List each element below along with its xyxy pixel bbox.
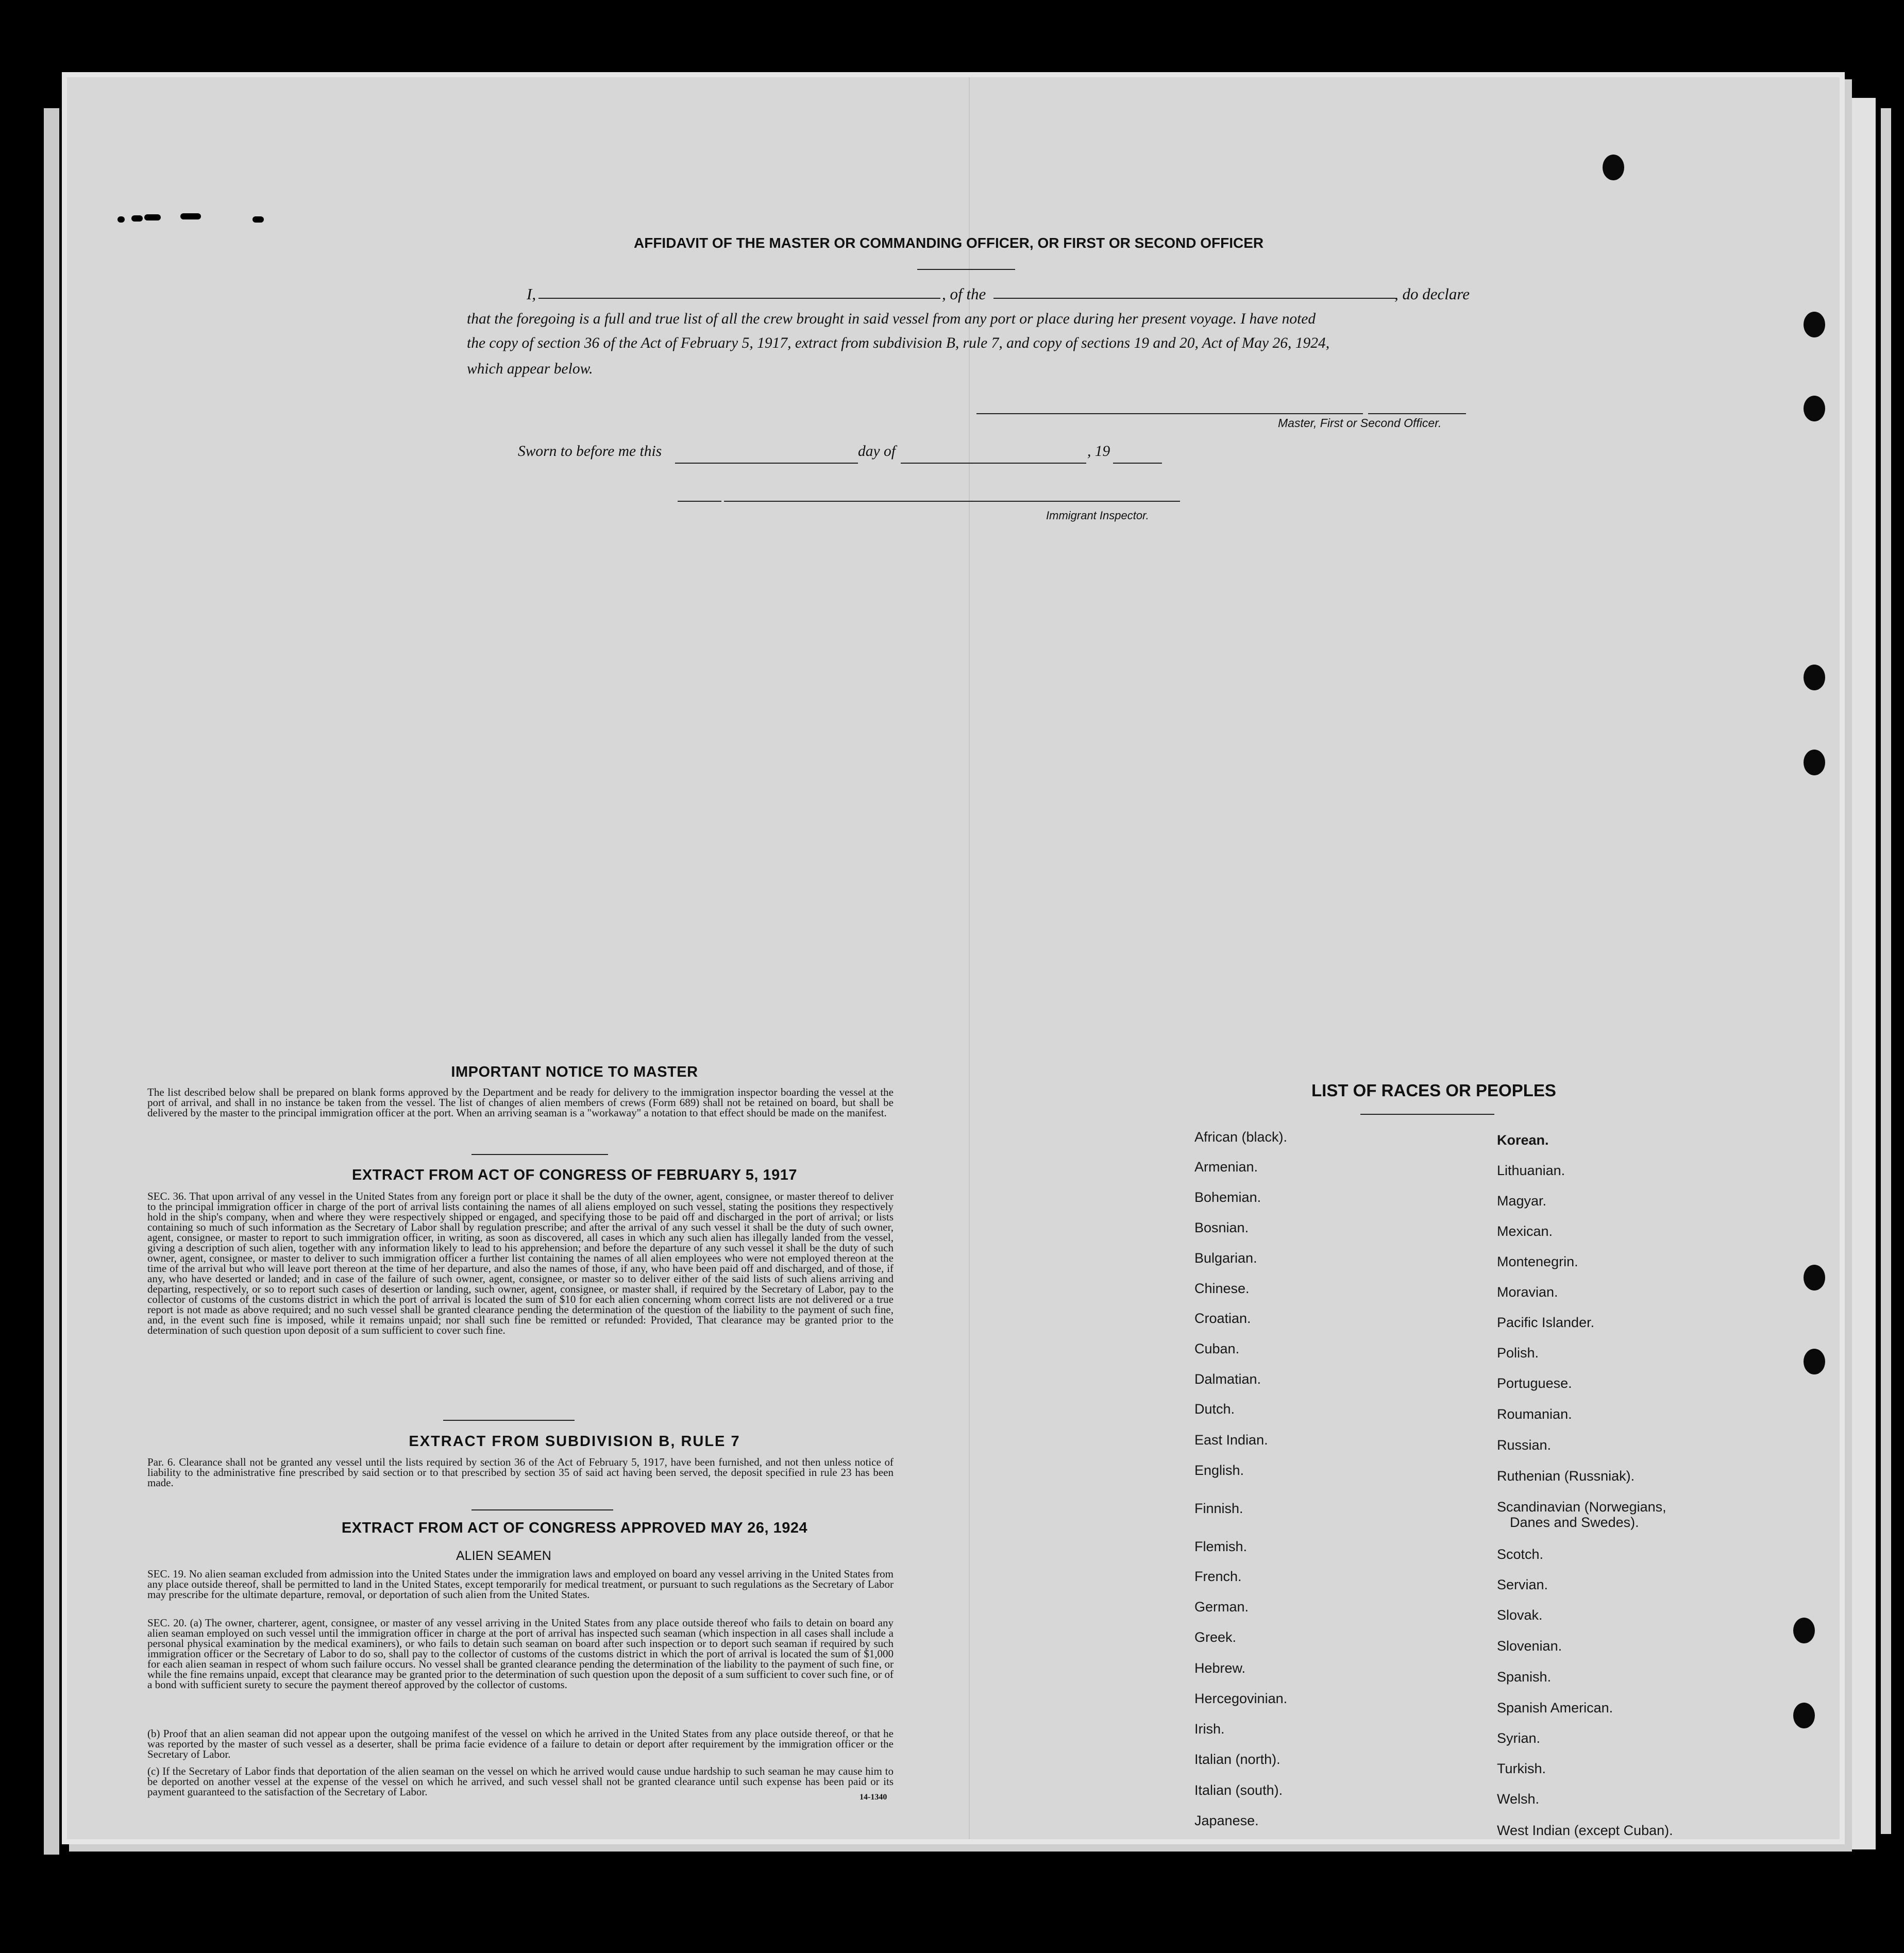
race-entry: West Indian (except Cuban). (1497, 1823, 1673, 1838)
affidavit-body-line-1: that the foregoing is a full and true list of all the crew brought in said vessel from any port or place during her present voyage. I have noted (467, 311, 1316, 327)
extract-1924-subtitle: ALIEN SEAMEN (456, 1549, 551, 1563)
inspector-signature-field[interactable] (724, 501, 1180, 502)
race-entry: Hercegovinian. (1194, 1691, 1288, 1706)
race-entry: Cuban. (1194, 1341, 1240, 1356)
notice-title: IMPORTANT NOTICE TO MASTER (451, 1064, 698, 1080)
extract-1917-text: SEC. 36. That upon arrival of any vessel in the United States from any foreign port or place it shall be the duty of the owner, agent, consignee, or master thereof to deliver to the principal immigration officer in charge of the port of arrival lists containing the names of all aliens employed on such vessel, stating the positions they respectively hold in the ship's company, when and where they were respectively shipped or engaged, and specifying those to be paid off and discharged in the port of arrival; or lists containing so much of such information as the Secretary of Labor shall by regulation prescribe; and after the arrival of any such vessel it shall be the duty of such owner, agent, consignee, or master to report to such immigration officer, in writing, as soon as discovered, all cases in which any such alien has illegally landed from the vessel, giving a description of such alien, together with any information likely to lead to his apprehension; and before the departure of any such vessel it shall be the duty of such owner, agent, consignee, or master to deliver to such immigration officer a further list containing the names of all alien employees who were not employed thereon at the time of the arrival but who will leave port thereon at the time of her departure, and also the names of those, if any, who have been paid off and discharged, and of those, if any, who have deserted or landed; and in case of the failure of such owner, agent, consignee, or master so to deliver either of the said lists of such aliens arriving and departing, respectively, or so to report such cases of desertion or landing, such owner, agent, consignee, or master shall, if required by the Secretary of Labor, pay to the collector of customs of the customs district in which the port of arrival is located the sum of $10 for each alien concerning whom correct lists are not delivered or a true report is not made as above required; and no such vessel shall be granted clearance pending the determination of the question of the liability to the payment of such fine, and, in the event such fine is imposed, while it remains unpaid; nor shall such fine be remitted or refunded: Provided, That clearance may be granted prior to the determination of such question upon deposit of a sum sufficient to cover such fine. (147, 1190, 894, 1336)
extract-1924-sec20b: (b) Proof that an alien seaman did not appear upon the outgoing manifest of the vessel on which he arrived in the United States from any place outside thereof, or that he was reported by the master of such vessel as a deserter, shall be prima facie evidence of a failure to detain or deport after requirement by the immigration officer or the Secretary of Labor. (147, 1727, 894, 1760)
race-entry: Russian. (1497, 1437, 1552, 1453)
race-entry: Roumanian. (1497, 1406, 1572, 1422)
race-entry: English. (1194, 1463, 1244, 1478)
race-entry: Welsh. (1497, 1791, 1540, 1807)
race-entry: Italian (north). (1194, 1752, 1280, 1767)
sworn-month-field[interactable] (901, 463, 1086, 464)
sworn-label: Sworn to before me this (518, 443, 662, 460)
inspector-signature-field-a[interactable] (678, 501, 721, 502)
master-caption: Master, First or Second Officer. (1278, 416, 1442, 430)
race-entry: Turkish. (1497, 1761, 1546, 1776)
race-entry: Japanese. (1194, 1813, 1259, 1828)
race-entry: Irish. (1194, 1721, 1225, 1737)
race-entry: German. (1194, 1599, 1249, 1615)
race-entry: Slovak. (1497, 1607, 1543, 1623)
extract-1917-title: EXTRACT FROM ACT OF CONGRESS OF FEBRUARY 5, 1917 (351, 1167, 798, 1183)
race-entry: Dalmatian. (1194, 1371, 1261, 1387)
name-field[interactable] (538, 298, 940, 299)
master-signature-field-2[interactable] (1368, 413, 1466, 414)
rule7-title: EXTRACT FROM SUBDIVISION B, RULE 7 (409, 1433, 740, 1450)
affidavit-do-declare: , do declare (1394, 285, 1470, 303)
race-entry: Armenian. (1194, 1159, 1258, 1175)
race-entry: Scandinavian (Norwegians, (1497, 1499, 1666, 1515)
form-number: 14-1340 (860, 1793, 887, 1802)
page-edge-right-back (1881, 108, 1891, 1834)
race-entry: Servian. (1497, 1577, 1548, 1592)
title-rule (917, 269, 1015, 270)
affidavit-title: AFFIDAVIT OF THE MASTER OR COMMANDING OFFICER, OR FIRST OR SECOND OFFICER (634, 235, 1264, 251)
races-title-rule (1360, 1114, 1494, 1115)
notice-rule (471, 1154, 608, 1155)
races-title: LIST OF RACES OR PEOPLES (1311, 1081, 1556, 1100)
sworn-year-field[interactable] (1113, 463, 1162, 464)
race-entry: Moravian. (1497, 1284, 1558, 1300)
page-edge-left (44, 108, 59, 1855)
race-entry: Italian (south). (1194, 1782, 1283, 1798)
race-entry: Danes and Swedes). (1510, 1515, 1639, 1530)
day-of-label: day of (858, 443, 896, 460)
affidavit-of-the: , of the (942, 285, 986, 303)
race-entry: East Indian. (1194, 1432, 1268, 1448)
extract-1924-sec20a: SEC. 20. (a) The owner, charterer, agent, consignee, or master of any vessel arriving in the United States from any place outside thereof who fails to detain on board any alien seaman employed on such vessel until the immigration officer in charge at the port of arrival has inspected such seaman (which inspection in all cases shall include a personal physical examination by the medical examiners), or who fails to detain such seaman on board after such inspection or to deport such seaman if required by such immigration officer or the Secretary of Labor to do so, shall pay to the collector of customs of the customs district in which the port of arrival is located the sum of $1,000 for each alien seaman in respect of whom such failure occurs. No vessel shall be granted clearance pending the determination of the liability to the payment of such fine, or while the fine remains unpaid, except that clearance may be granted prior to the determination of such question upon the deposit of a sum sufficient to cover such fine, or of a bond with sufficient surety to secure the payment thereof approved by the collector of customs. (147, 1617, 894, 1691)
race-entry: Mexican. (1497, 1224, 1553, 1239)
extract-1924-sec20c: (c) If the Secretary of Labor finds that deportation of the alien seaman on the vessel on which he arrived would cause undue hardship to such seaman he may cause him to be deported on another vessel at the expense of the vessel on which he arrived, and such vessel shall not be granted clearance until such expense has been paid or its payment guaranteed to the satisfaction of the Secretary of Labor. (147, 1765, 894, 1798)
race-entry: Scotch. (1497, 1547, 1544, 1562)
affidavit-body-line-2: the copy of section 36 of the Act of February 5, 1917, extract from subdivision B, rule 7, and copy of sections 19 and 20, Act of May 26, 1924, (467, 335, 1330, 351)
race-entry: Slovenian. (1497, 1638, 1562, 1654)
page-edge-right (1845, 98, 1876, 1849)
race-entry: Korean. (1497, 1132, 1549, 1148)
race-entry: Montenegrin. (1497, 1254, 1578, 1269)
extract-1924-sec19: SEC. 19. No alien seaman excluded from admission into the United States under the immigration laws and employed on board any vessel arriving in the United States from any place outside thereof, shall be permitted to land in the United States, except temporarily for medical treatment, or pursuant to such regulations as the Secretary of Labor may prescribe for the ultimate departure, removal, or deportation of such alien from the United States. (147, 1568, 894, 1601)
race-entry: Dutch. (1194, 1401, 1235, 1417)
rule7-rule (471, 1509, 613, 1510)
extract-1917-rule (443, 1420, 575, 1421)
race-entry: Finnish. (1194, 1501, 1243, 1516)
rule7-text: Par. 6. Clearance shall not be granted any vessel until the lists required by section 36 of the Act of February 5, 1917, have been furnished, and not then unless notice of liability to the administrative fine prescribed by said section or to that prescribed by section 35 of said act having been served, the deposit specified in rule 23 has been made. (147, 1456, 894, 1489)
race-entry: Spanish American. (1497, 1700, 1613, 1716)
race-entry: Croatian. (1194, 1311, 1251, 1326)
sworn-day-field[interactable] (675, 463, 858, 464)
race-entry: Bohemian. (1194, 1190, 1261, 1205)
affidavit-body-line-3: which appear below. (467, 361, 593, 377)
race-entry: Chinese. (1194, 1281, 1250, 1296)
race-entry: Greek. (1194, 1629, 1237, 1645)
race-entry: African (black). (1194, 1129, 1288, 1145)
race-entry: Spanish. (1497, 1669, 1552, 1685)
race-entry: French. (1194, 1569, 1242, 1584)
affidavit-i-label: I, (527, 285, 536, 303)
race-entry: Pacific Islander. (1497, 1315, 1595, 1330)
master-signature-field[interactable] (976, 413, 1363, 414)
race-entry: Syrian. (1497, 1730, 1541, 1746)
race-entry: Flemish. (1194, 1539, 1248, 1554)
notice-text: The list described below shall be prepared on blank forms approved by the Department and be ready for delivery to the immigration inspector boarding the vessel at the port of arrival, and shall in no instance be taken from the vessel. The list of changes of alien members of crews (Form 689) shall not be retained on board, but shall be delivered by the master to the principal immigration officer at the port. When an arriving seaman is a "workaway" a notation to that effect should be made on the manifest. (147, 1086, 894, 1119)
race-entry: Lithuanian. (1497, 1163, 1565, 1178)
year-prefix: , 19 (1087, 443, 1110, 460)
vessel-field[interactable] (993, 298, 1395, 299)
extract-1924-title: EXTRACT FROM ACT OF CONGRESS APPROVED MAY 26, 1924 (341, 1520, 808, 1536)
inspector-caption: Immigrant Inspector. (1046, 509, 1149, 522)
race-entry: Ruthenian (Russniak). (1497, 1468, 1635, 1484)
race-entry: Polish. (1497, 1345, 1539, 1361)
race-entry: Bosnian. (1194, 1220, 1249, 1235)
race-entry: Bulgarian. (1194, 1250, 1257, 1266)
race-entry: Hebrew. (1194, 1660, 1246, 1676)
race-entry: Portuguese. (1497, 1375, 1572, 1391)
race-entry: Magyar. (1497, 1193, 1547, 1209)
